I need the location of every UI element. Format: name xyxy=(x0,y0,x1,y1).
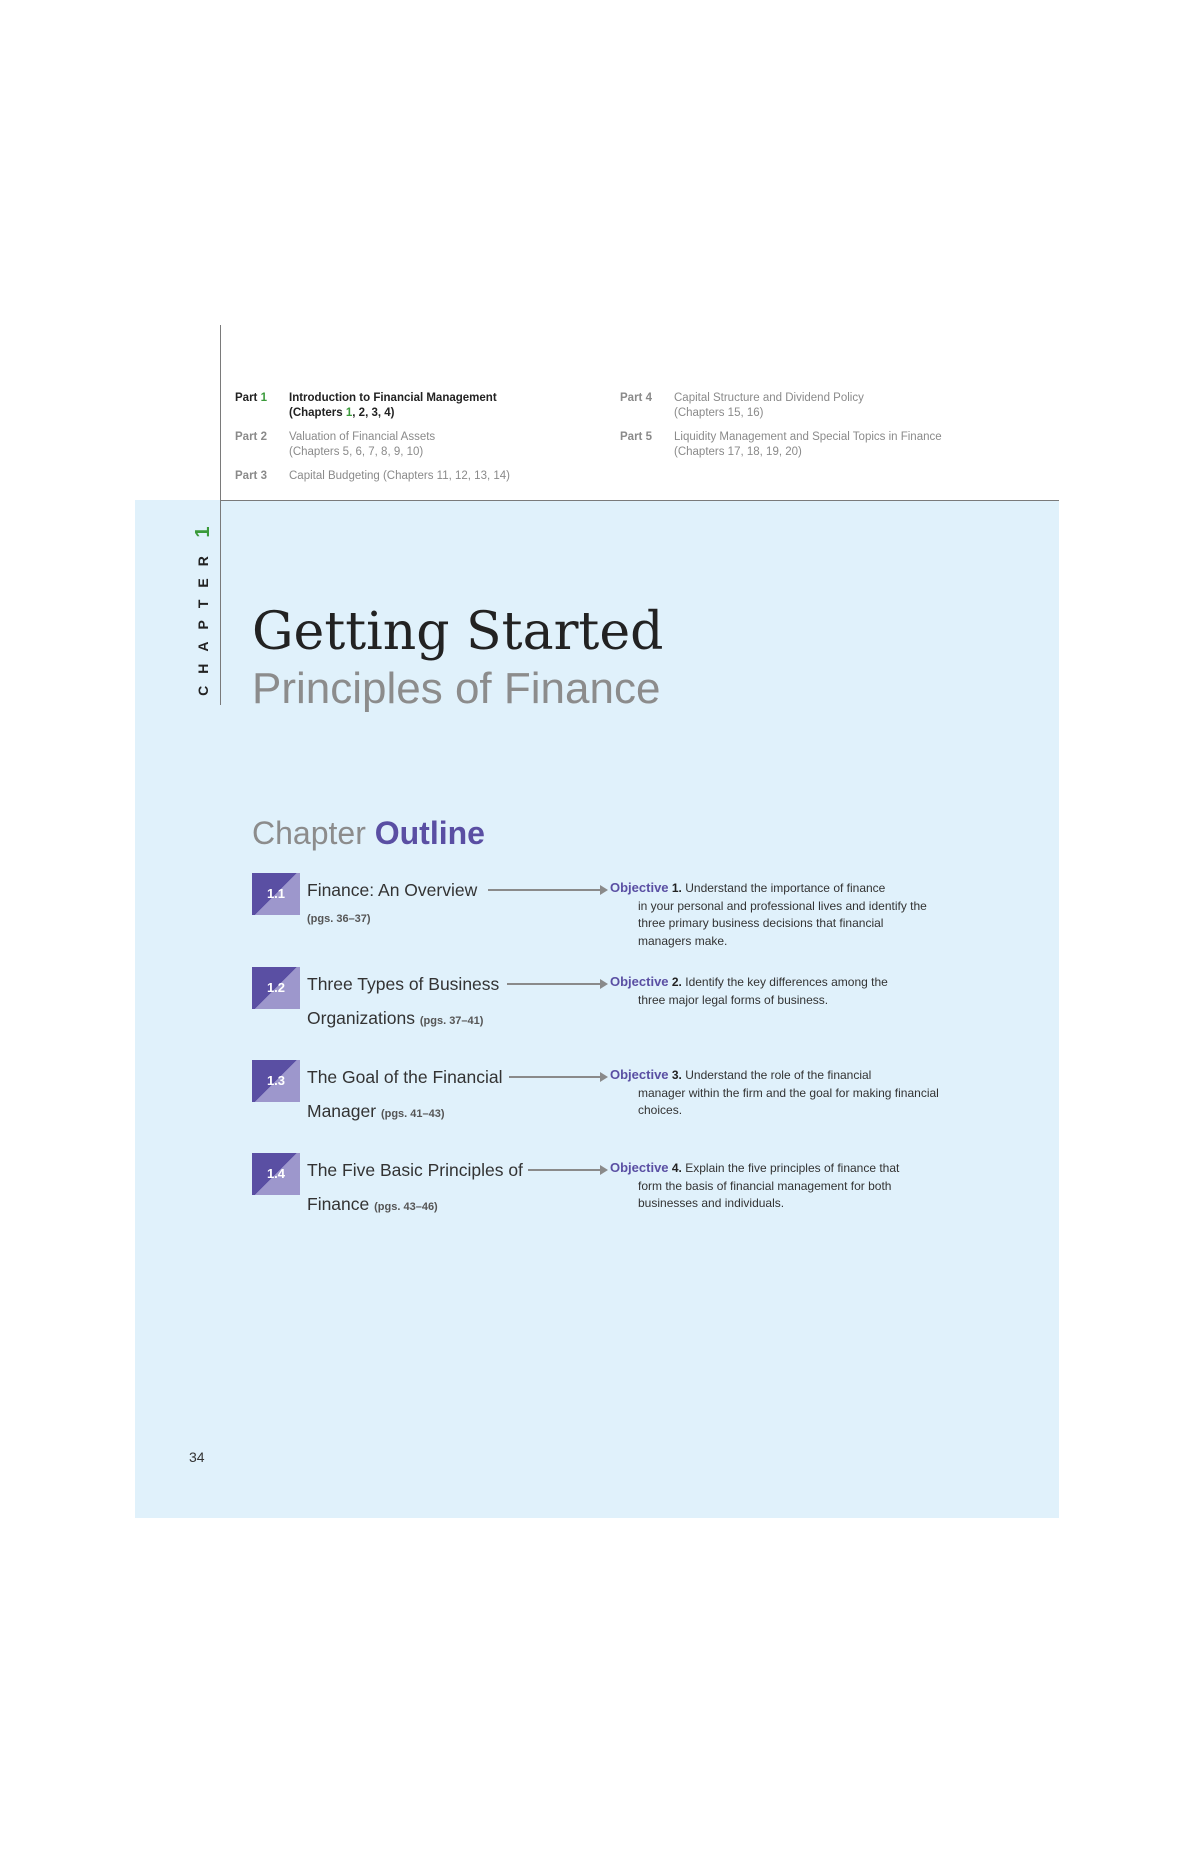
outline-section-1-2 xyxy=(252,967,1032,1047)
page-number: 34 xyxy=(189,1449,205,1465)
part-2-label: Part 2 xyxy=(235,431,267,443)
chapter-title: Getting Started xyxy=(252,602,664,662)
arrow-icon xyxy=(528,1169,602,1171)
chapter-subtitle: Principles of Finance xyxy=(252,664,661,713)
section-number-badge: 1.1 xyxy=(252,873,300,915)
chapter-word-wrap xyxy=(192,532,214,707)
chapter-number: 1 xyxy=(192,526,214,538)
outline-heading-bold: Outline xyxy=(374,815,485,851)
horizontal-divider xyxy=(220,500,1059,501)
section-title: The Goal of the Financial Manager (pgs. 41–43) xyxy=(307,1067,503,1121)
part-2-text: Valuation of Financial Assets (Chapters 5, 6, 7, 8, 9, 10) xyxy=(289,431,436,458)
part-5-label: Part 5 xyxy=(620,431,652,443)
arrow-icon xyxy=(488,889,602,891)
outline-section-1-1 xyxy=(252,873,1032,953)
section-objective: Objective 2. Identify the key differences among the three major legal forms of business. xyxy=(610,974,888,1007)
part-4-label: Part 4 xyxy=(620,392,652,404)
section-title: Finance: An Overview xyxy=(307,880,478,900)
part-5-text: Liquidity Management and Special Topics in Finance (Chapters 17, 18, 19, 20) xyxy=(674,431,942,458)
part-1-label: Part 1 xyxy=(235,392,267,404)
arrow-icon xyxy=(509,1076,602,1078)
section-objective: Objective 1. Understand the importance of finance in your personal and professional lives and identify the three primary business decisions that financial managers make. xyxy=(610,880,927,948)
outline-heading xyxy=(252,815,485,852)
chapter-word: CHAPTER xyxy=(195,543,211,696)
section-title: Three Types of Business Organizations (pgs. 37–41) xyxy=(307,974,500,1028)
part-4-text: Capital Structure and Dividend Policy (Chapters 15, 16) xyxy=(674,392,864,419)
arrow-icon xyxy=(507,983,602,985)
section-number-badge: 1.4 xyxy=(252,1153,300,1195)
section-number-badge: 1.2 xyxy=(252,967,300,1009)
section-objective: Objective 4. Explain the five principles of finance that form the basis of financial management for both businesses and individuals. xyxy=(610,1160,900,1210)
part-1-text: Introduction to Financial Management (Chapters 1, 2, 3, 4) xyxy=(289,392,497,419)
section-objective: Objective 3. Understand the role of the financial manager within the firm and the goal for making financial choices. xyxy=(610,1067,939,1117)
outline-heading-light: Chapter xyxy=(252,815,375,851)
part-3-label: Part 3 xyxy=(235,470,267,482)
section-title: The Five Basic Principles of Finance (pgs. 43–46) xyxy=(307,1160,523,1214)
section-pages: (pgs. 36–37) xyxy=(307,913,371,925)
outline-section-1-3 xyxy=(252,1060,1032,1140)
part-3-text: Capital Budgeting (Chapters 11, 12, 13, 14) xyxy=(289,470,510,482)
vertical-divider xyxy=(220,325,221,705)
section-number-badge: 1.3 xyxy=(252,1060,300,1102)
outline-section-1-4 xyxy=(252,1153,1032,1233)
